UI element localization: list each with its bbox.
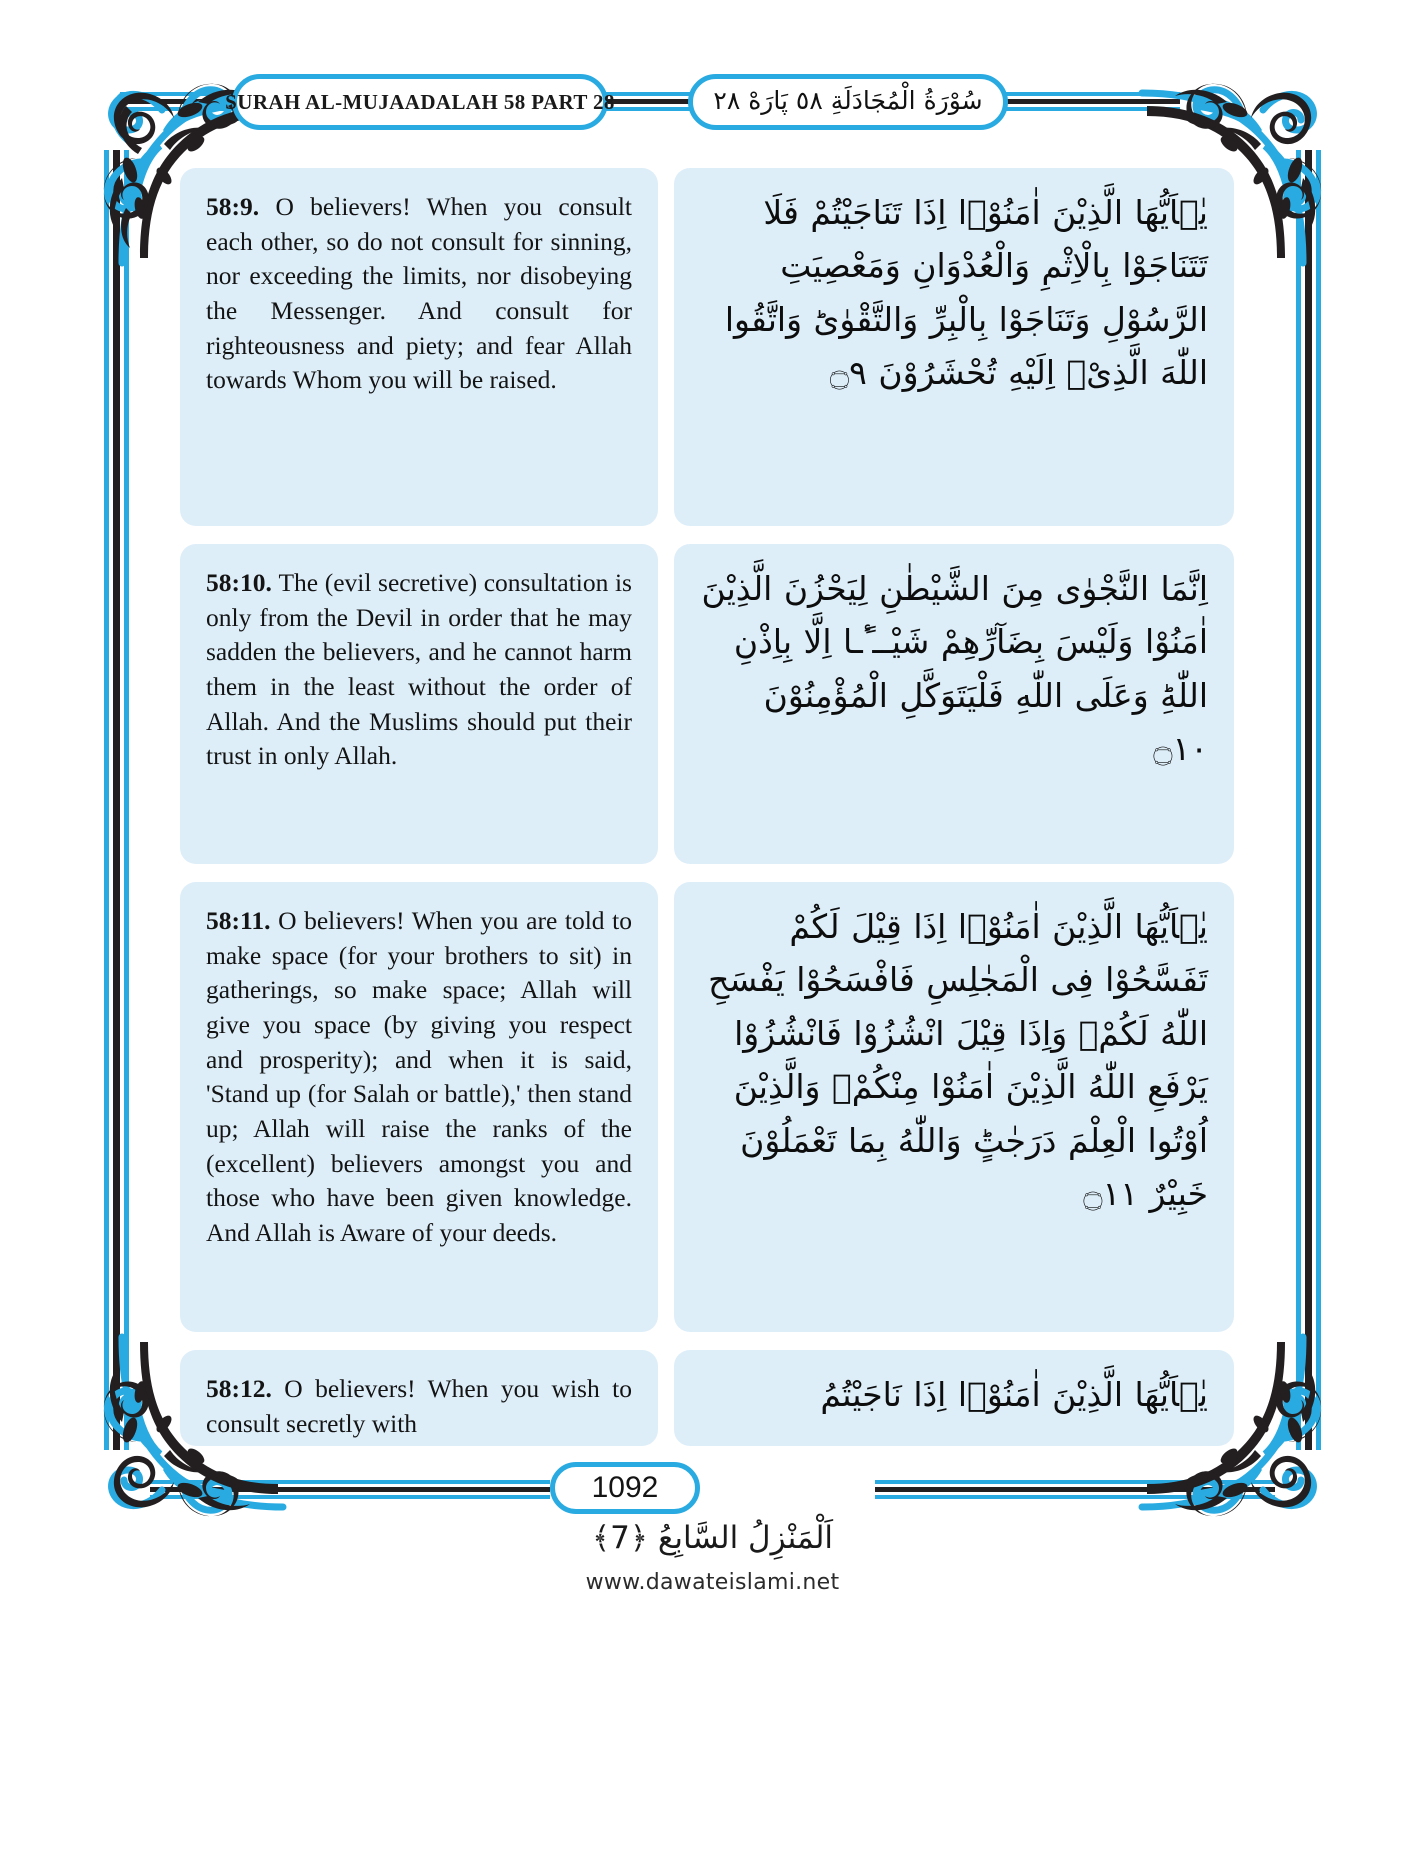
surah-title-arabic-text: سُوْرَةُ الْمُجَادَلَةِ ٥٨ پَارَهْ ٢٨ <box>713 85 983 115</box>
verse-row <box>180 168 1250 526</box>
surah-title-pill <box>225 74 615 130</box>
verse-number: 58:11. <box>206 906 279 935</box>
verse-number: 58:10. <box>206 568 279 597</box>
frame-left-middle-line <box>113 150 120 1450</box>
surah-title-arabic-pill <box>688 74 1008 130</box>
verse-row <box>180 882 1250 1332</box>
verse-english-text: The (evil secretive) consultation is only from the Devil in order that he may sadden the believers, and he cannot harm them in the least without the order of Allah. And the Muslims should put their trust in only Allah. <box>206 568 632 771</box>
verse-english-cell <box>180 168 658 526</box>
verses-container <box>180 168 1250 1448</box>
verse-english-text: O believers! When you are told to make space (for your brothers to sit) in gatherings, so make space; Allah will give you space (by giving you respect and prosperity); and when it is said, 'Stand up (for Salah or battle),' then stand up; Allah will raise the ranks of the (excellent) believers amongst you and those who have been given knowledge. And Allah is Aware of your deeds. <box>206 906 632 1248</box>
verse-row <box>180 544 1250 864</box>
frame-right-middle-line <box>1305 150 1312 1450</box>
frame-right-inner-line <box>1296 150 1301 1450</box>
surah-title-text: SURAH AL-MUJAADALAH 58 PART 28 <box>225 89 615 114</box>
verse-row <box>180 1350 1250 1446</box>
frame-right-outer-line <box>1316 150 1321 1450</box>
manzil-label: اَلْمَنْزِلُ السَّابِعُ ﴿7﴾ <box>591 1520 834 1556</box>
page-number-text: 1092 <box>591 1471 659 1504</box>
verse-english-cell <box>180 544 658 864</box>
verse-number: 58:9. <box>206 192 276 221</box>
page-number-pill <box>550 1462 700 1514</box>
verse-arabic-cell: يٰۤاَيُّهَا الَّذِيْنَ اٰمَنُوْۤا اِذَا تَنَاجَيْتُمْ فَلَا تَتَنَاجَوْا بِالْاِثْمِ وَالْعُدْوَانِ وَمَعْصِيَتِ الرَّسُوْلِ وَتَنَاجَوْا بِالْبِرِّ وَالتَّقْوٰىؕ وَاتَّقُوا اللّٰهَ الَّذِیْۤ اِلَيْهِ تُحْشَرُوْنَ ۝۹ <box>674 168 1234 526</box>
frame-left-inner-line <box>124 150 129 1450</box>
website-url: www.dawateislami.net <box>585 1570 840 1595</box>
frame-left-outer-line <box>104 150 109 1450</box>
verse-arabic-cell: اِنَّمَا النَّجْوٰى مِنَ الشَّيْطٰنِ لِيَحْزُنَ الَّذِيْنَ اٰمَنُوْا وَلَيْسَ بِضَآرِّهِمْ شَيْــٴًـا اِلَّا بِاِذْنِ اللّٰهِؕ وَعَلَى اللّٰهِ فَلْيَتَوَكَّلِ الْمُؤْمِنُوْنَ ۝۱۰ <box>674 544 1234 864</box>
verse-number: 58:12. <box>206 1374 285 1403</box>
verse-english-text: O believers! When you consult each other, so do not consult for sinning, nor exceeding the limits, nor disobeying the Messenger. And consult for righteousness and piety; and fear Allah towards Whom you will be raised. <box>206 192 632 395</box>
verse-english-text: O believers! When you wish to consult secretly with <box>206 1374 632 1438</box>
verse-english-cell <box>180 882 658 1332</box>
verse-arabic-cell: يٰۤاَيُّهَا الَّذِيْنَ اٰمَنُوْۤا اِذَا قِيْلَ لَكُمْ تَفَسَّحُوْا فِى الْمَجٰلِسِ فَافْسَحُوْا يَفْسَحِ اللّٰهُ لَكُمْۚ وَاِذَا قِيْلَ انْشُزُوْا فَانْشُزُوْا يَرْفَعِ اللّٰهُ الَّذِيْنَ اٰمَنُوْا مِنْكُمْۙ وَالَّذِيْنَ اُوْتُوا الْعِلْمَ دَرَجٰتٍؕ وَاللّٰهُ بِمَا تَعْمَلُوْنَ خَبِيْرٌ ۝۱۱ <box>674 882 1234 1332</box>
verse-arabic-cell: يٰۤاَيُّهَا الَّذِيْنَ اٰمَنُوْۤا اِذَا نَاجَيْتُمُ <box>674 1350 1234 1446</box>
verse-english-cell <box>180 1350 658 1446</box>
